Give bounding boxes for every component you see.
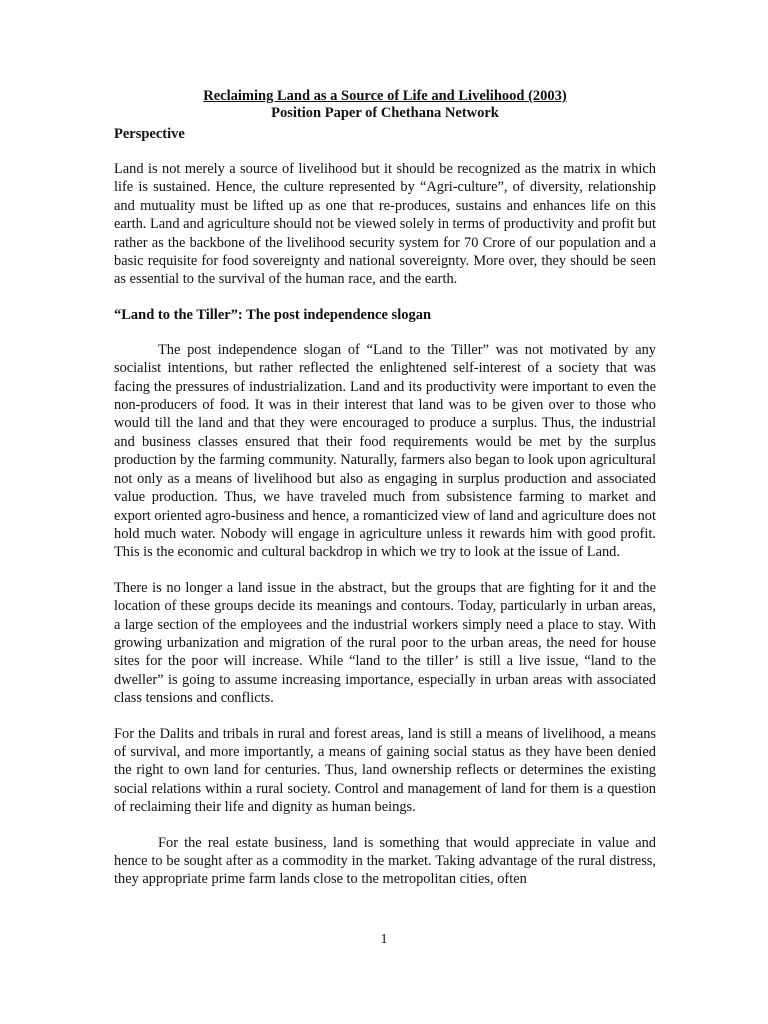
document-page bbox=[114, 88, 656, 889]
paragraph-land-issue-abstract: There is no longer a land issue in the abstract, but the groups that are fighting for it and the location of these groups decide its meanings and contours. Today, particularly in urban areas, a large section of the employees and the industrial workers simply need a place to stay. With growing urbanization and migration of the rural poor to the urban areas, the need for house sites for the poor will increase. While “land to the tiller’ is still a live issue, “land to the dweller” is going to assume increasing importance, especially in urban areas with associated class tensions and conflicts. bbox=[114, 579, 656, 707]
title-main: Reclaiming Land as a Source of Life and Livelihood (2003) bbox=[203, 88, 567, 104]
paragraph-dalits-and-tribals: For the Dalits and tribals in rural and forest areas, land is still a means of livelihood, a means of survival, and more importantly, a means of gaining social status as they have been denied the right to own land for centuries. Thus, land ownership reflects or determines the existing social relations within a rural society. Control and management of land for them is a question of reclaiming their life and dignity as human beings. bbox=[114, 725, 656, 816]
paragraph-real-estate: For the real estate business, land is something that would appreciate in value and hence to be sought after as a commodity in the market. Taking advantage of the rural distress, they appropriate prime farm lands close to the metropolitan cities, often bbox=[114, 834, 656, 888]
paragraph-post-independence-slogan: The post independence slogan of “Land to the Tiller” was not motivated by any socialist intentions, but rather reflected the enlightened self-interest of a society that was facing the pressures of industrialization. Land and its productivity were important to even the non-producers of food. It was in their interest that land was to be given over to those who would till the land and that they were encouraged to produce a surplus. Thus, the industrial and business classes ensured that their food requirements would be met by the surplus production by the farming community. Naturally, farmers also began to look upon agricultural not only as a means of livelihood but also as engaging in surplus production and associated value production. Thus, we have traveled much from subsistence farming to market and export oriented agro-business and hence, a romanticized view of land and agriculture does not hold much water. Nobody will engage in agriculture unless it rewards him with good profit. This is the economic and cultural backdrop in which we try to look at the issue of Land. bbox=[114, 341, 656, 561]
document-title bbox=[114, 88, 656, 122]
heading-perspective: Perspective bbox=[114, 126, 185, 142]
page-number: 1 bbox=[380, 932, 388, 947]
title-subtitle: Position Paper of Chethana Network bbox=[271, 105, 499, 121]
heading-land-to-the-tiller: “Land to the Tiller”: The post independence slogan bbox=[114, 306, 432, 323]
paragraph-perspective: Land is not merely a source of livelihood but it should be recognized as the matrix in which life is sustained. Hence, the culture represented by “Agri-culture”, of diversity, relationship and mutuality must be lifted up as one that re-produces, sustains and enhances life on this earth. Land and agriculture should not be viewed solely in terms of productivity and profit but rather as the backbone of the livelihood security system for 70 Crore of our population and a basic requisite for food sovereignty and national sovereignty. More over, they should be seen as essential to the survival of the human race, and the earth. bbox=[114, 161, 656, 288]
